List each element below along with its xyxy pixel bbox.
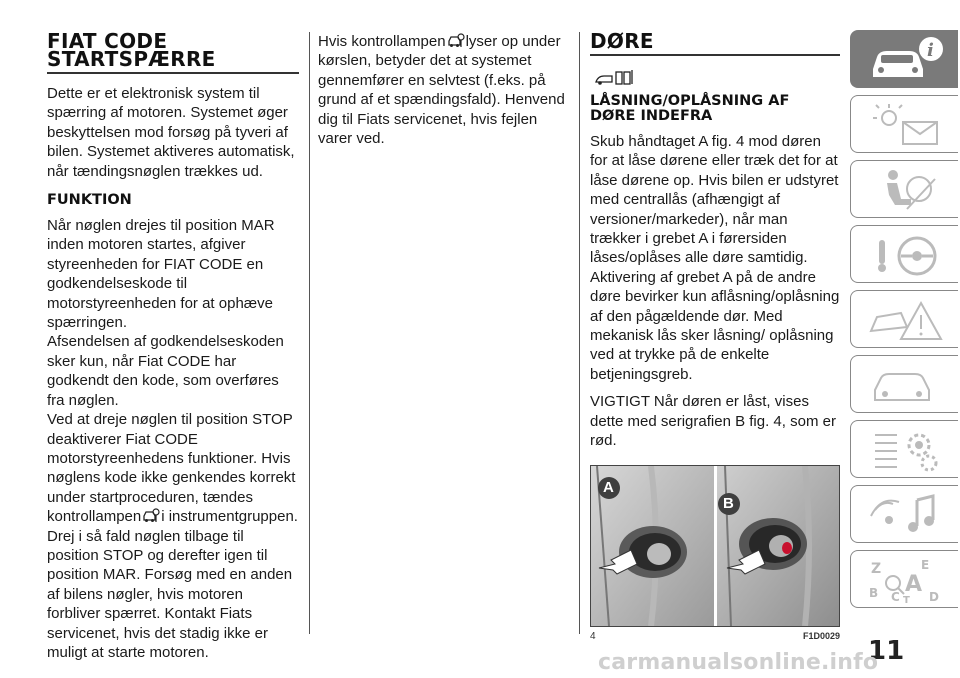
tab-lights-messages[interactable] [850,95,958,153]
watermark: carmanualsonline.info [598,650,879,675]
steering-wheel-icon [867,230,947,280]
alphabet-index-icon [867,555,947,605]
immobilizer-warning-icon [447,32,465,49]
svg-text:T: T [903,595,910,605]
paragraph-lever: Skub håndtaget A fig. 4 mod døren for at låse dørene eller træk det for at låse dørene op. Hvis bilen er udstyret med centrallås (afhængigt af versioner/markeder), når man trækker i grebet A i førersiden låses/oplåses alle døre samtidig. Aktivering af grebet A på de andre døre bevirker kun aflåsning/oplåsning af den pågældende dør. Med mekanisk lås sker låsning/ oplåsning ved at trykke på de enkelte betjeningsgreb. [590,133,840,383]
title-underline [47,72,299,74]
car-info-icon [867,35,947,85]
figure-label-b: B [723,494,734,512]
paragraph-selftest: Hvis kontrollampen lyser op under kørslen, betyder det at systemet gennemfører en selvtest (f.eks. på grund af et spændingsfald). Henvend dig til Fiats servicenet, hvis fejlen varer ved. [318,33,565,148]
door-handle-illustration [591,466,839,626]
door-lock-icon [592,66,638,88]
figure-code: F1D0029 [802,630,840,641]
figure-caption [590,631,840,645]
page-number: 11 [868,636,905,666]
svg-text:i: i [927,40,934,61]
car-service-icon [867,360,947,410]
paragraph-stop: Ved at dreje nøglen til position STOP deaktiverer Fiat CODE motorstyreenhedens funktioner. Hvis nøglens kode ikke genkendes korrekt under startproceduren, tændes kontrollampen i instrumentgruppen. Drej i så fald nøglen tilbage til position STOP og derefter igen til position MAR. Forsøg med en anden af bilens nøgler, hvis motoren forbliver spærret. Kontakt Fiats servicenet, hvis det stadig ikke er muligt at starte motoren. [47,411,298,661]
chapter-sidebar [850,30,960,615]
subheading-lock-unlock: LÅSNING/OPLÅSNING AF DØRE INDEFRA [590,93,790,124]
column-selftest [318,32,568,148]
specs-gear-icon [867,425,947,475]
multimedia-icon [867,490,947,540]
paragraph-important: VIGTIGT Når døren er låst, vises dette med serigrafien B fig. 4, som er rød. [590,393,836,450]
figure-door-handles [590,465,840,627]
svg-text:C: C [891,590,900,604]
column-divider [579,32,580,634]
svg-text:E: E [921,558,930,572]
title-underline [590,54,840,56]
column-divider [309,32,310,634]
intro-paragraph: Dette er et elektronisk system til spærring af motoren. Systemet øger beskyttelsen mod forsøg på tyveri af bilen. Systemet aktiveres automatisk, når tændingsnøglen trækkes ud. [47,85,295,180]
tab-safety[interactable] [850,160,958,218]
svg-text:B: B [869,586,879,600]
section-title-fiat-code: FIAT CODE STARTSPÆRRE [47,29,216,71]
svg-text:D: D [929,590,939,604]
figure-label-a: A [603,478,614,496]
tab-multimedia[interactable] [850,485,958,543]
tab-car-info[interactable] [850,30,958,88]
accident-warning-icon [867,295,947,345]
airbag-seat-icon [867,165,947,215]
paragraph-mar: Når nøglen drejes til position MAR inden motoren startes, afgiver styreenheden for FIAT CODE en godkendelseskode til motorstyreenheden for at ophæve spærringen. [47,217,275,332]
tab-technical-data[interactable] [850,420,958,478]
figure-number: 4 [590,630,596,642]
svg-text:A: A [905,572,923,597]
tab-emergency[interactable] [850,290,958,348]
svg-text:Z: Z [871,561,882,577]
subheading-funktion: FUNKTION [47,192,132,209]
section-title-doors: DØRE [590,29,654,53]
column-immobilizer [47,29,299,662]
tab-service[interactable] [850,355,958,413]
column-doors [590,29,840,645]
immobilizer-warning-icon [142,507,160,524]
paragraph-code-send: Afsendelsen af godkendelseskoden sker kun, når Fiat CODE har godkendt den kode, som overføres fra nøglen. [47,333,284,409]
tab-starting-driving[interactable] [850,225,958,283]
lights-message-icon [867,100,947,150]
tab-index[interactable] [850,550,958,608]
